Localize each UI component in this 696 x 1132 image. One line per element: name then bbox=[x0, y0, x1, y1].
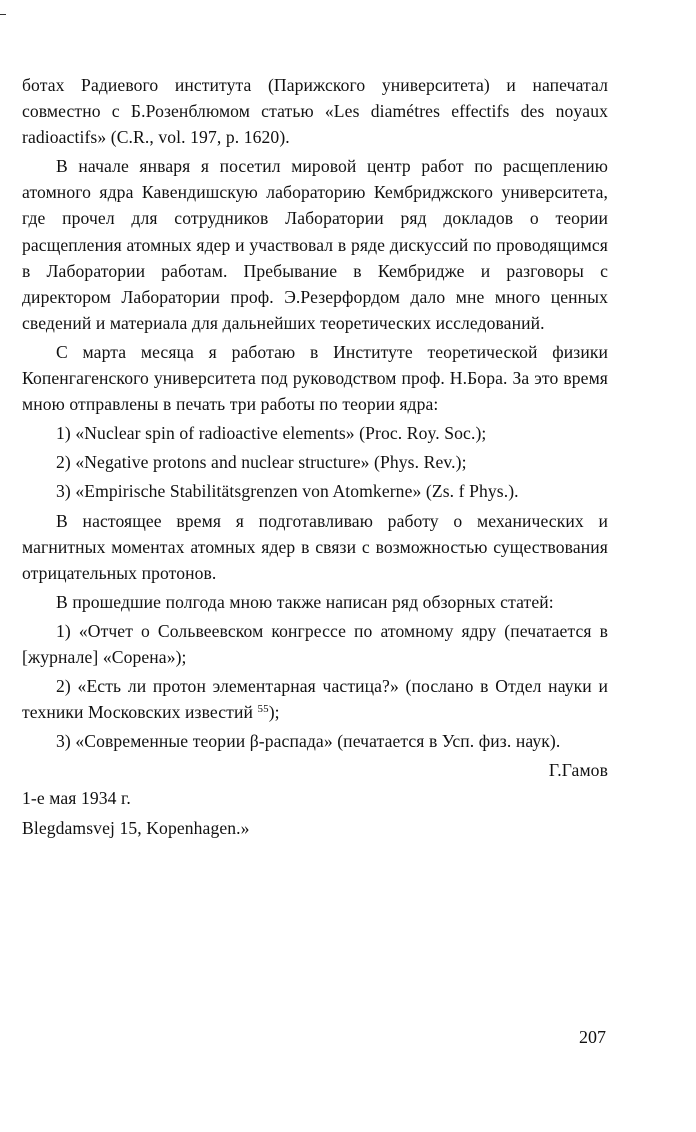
list-item-solvay-report: 1) «Отчет о Сольвеевском конгрессе по атомному ядру (печатается в [журнале] «Сорена»); bbox=[22, 620, 608, 667]
paragraph-reviews: В прошедшие полгода мною также написан ряд обзорных статей: bbox=[56, 591, 554, 612]
footnote-ref: 55 bbox=[257, 703, 269, 716]
list-item-nuclear-spin: 1) «Nuclear spin of radioactive elements» (Proc. Roy. Soc.); bbox=[56, 423, 487, 444]
list-item-proton-text: 2) «Есть ли протон элементарная частица?» (послано в Отдел науки и техники Московских известий bbox=[22, 676, 608, 723]
page-number: 207 bbox=[579, 1027, 606, 1047]
letter-address: Blegdamsvej 15, Kopenhagen.» bbox=[22, 818, 250, 839]
paragraph-cambridge: В начале января я посетил мировой центр работ по расщеплению атомного ядра Кавендишскую лабораторию Кембриджского университета, где прочел для сотрудников Лаборатории ряд докладов о теории расщепления атомных ядер и участвовал в ряде дискуссий по проводящимся в Лаборатории работам. Пребывание в Кембридже и разговоры с директором Лаборатории проф. Э.Резерфордом дало мне много ценных сведений и материала для дальнейших теоретических исследований. bbox=[22, 156, 608, 333]
list-item-beta-decay: 3) «Современные теории β-распада» (печатается в Усп. физ. наук). bbox=[56, 731, 561, 752]
paragraph-copenhagen: С марта месяца я работаю в Институте теоретической физики Копенгагенского университета под руководством проф. Н.Бора. За это время мною отправлены в печать три работы по теории ядра: bbox=[22, 341, 608, 415]
body-text bbox=[22, 72, 608, 843]
footnote-tail: ); bbox=[268, 702, 280, 723]
paragraph-continued: ботах Радиевого института (Парижского университета) и напечатал совместно с Б.Розенблюмом статью «Les diamétres effectifs des noyaux radioactifs» (C.R., vol. 197, p. 1620). bbox=[22, 75, 608, 148]
paragraph-current-work: В настоящее время я подготавливаю работу о механических и магнитных моментах атомных ядер в связи с возможностью существования отрицательных протонов. bbox=[22, 510, 608, 583]
letter-date: 1-е мая 1934 г. bbox=[22, 788, 131, 809]
margin-mark bbox=[0, 14, 6, 15]
list-item-stabilitatsgrenzen: 3) «Empirische Stabilitätsgrenzen von Atomkerne» (Zs. f Phys.). bbox=[56, 481, 519, 502]
list-item-proton bbox=[22, 673, 608, 725]
signature: Г.Гамов bbox=[548, 760, 608, 781]
list-item-negative-protons: 2) «Negative protons and nuclear structure» (Phys. Rev.); bbox=[56, 452, 467, 473]
